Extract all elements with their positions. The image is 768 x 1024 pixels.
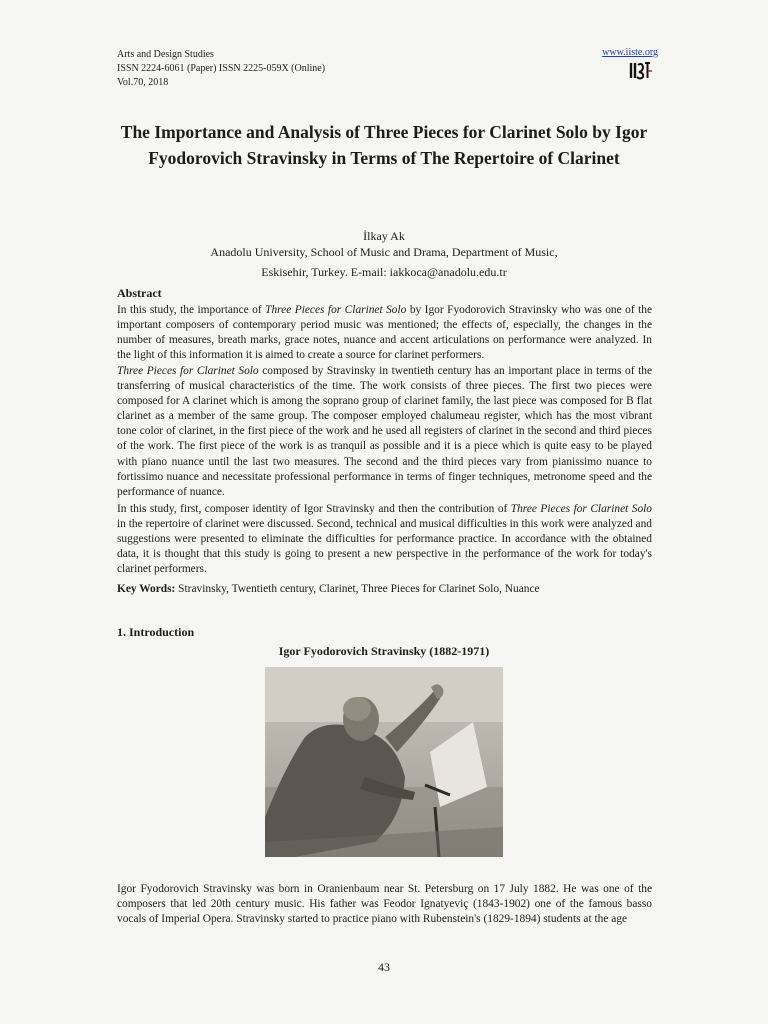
p2-text-b: composed by Stravinsky in twentieth century has an important place in terms of the transferring of musical characteristics of the time. The work consists of three pieces. The first two pieces were composed for A clarinet which is among the soprano group of clarinet family, the last piece was composed for B flat clarinet as a member of the same group. The composer employed chalumeau register, which has the most vibrant tone color of clarinet, in the first piece of the work and he used all registers of clarinet in the second and third pieces of the work. The first piece of the work is as tranquil as possible and it is a piece which is quite easy to be played with piano nuance until the last two measures. The second and the third pieces vary from pianissimo nuance to fortissimo nuance and necessitate professional performance in terms of finger techniques, metronome speed and the performance of nuance.: [117, 365, 652, 498]
keywords-list: Stravinsky, Twentieth century, Clarinet, Three Pieces for Clarinet Solo, Nuance: [175, 583, 540, 595]
journal-issn: ISSN 2224-6061 (Paper) ISSN 2225-059X (Online): [117, 63, 326, 74]
page-number: 43: [378, 960, 390, 974]
website-link[interactable]: www.iiste.org: [602, 47, 658, 58]
p3-work-title: Three Pieces for Clarinet Solo: [510, 503, 653, 515]
abstract-paragraph-1: [117, 303, 652, 363]
iiste-logo-icon: [628, 61, 652, 81]
paper-title: The Importance and Analysis of Three Pieces for Clarinet Solo by Igor Fyodorovich Stravinsky in Terms of The Repertoire of Clarinet: [120, 122, 648, 168]
publisher-branding: [598, 47, 658, 81]
journal-header: [117, 48, 325, 90]
introduction-heading: 1. Introduction: [117, 625, 195, 639]
introduction-paragraph: Igor Fyodorovich Stravinsky was born in Oranienbaum near St. Petersburg on 17 July 1882. He was one of the composers that led 20th century music. His father was Feodor Ignatyeviç (1843-1902) one of the famous basso vocals of Imperial Opera. Stravinsky started to practice piano with Rubenstein's (1829-1894) students at the age: [117, 883, 652, 926]
keywords: [117, 583, 657, 595]
abstract-paragraph-2: [117, 364, 652, 500]
p3-text-a: In this study, first, composer identity of Igor Stravinsky and then the contribution of: [117, 503, 511, 515]
abstract-paragraph-3: [117, 502, 652, 577]
abstract-heading: Abstract: [117, 286, 162, 300]
figure-caption: Igor Fyodorovich Stravinsky (1882-1971): [278, 644, 490, 658]
p3-text-c: in the repertoire of clarinet were discussed. Second, technical and musical difficulties in this work were analyzed and suggestions were presented to eliminate the difficulties for performance practice. In accordance with the obtained data, it is thought that this study is going to present a new perspective in the performance of the work for today's clarinet performers.: [117, 518, 652, 576]
p2-work-title: Three Pieces for Clarinet Solo: [117, 365, 259, 377]
p1-work-title: Three Pieces for Clarinet Solo: [265, 304, 407, 316]
p1-text-a: In this study, the importance of: [117, 304, 266, 316]
author-contact: Eskisehir, Turkey. E-mail: iakkoca@anadolu.edu.tr: [261, 265, 507, 279]
p1-text-c: by Igor Fyodorovich Stravinsky who was one of the important composers of contemporary period music was mentioned; the effects of, especially, the changes in the number of measures, breath marks, grace notes, nuance and accent articulations on performance were analyzed. In the light of this information it is aimed to create a source for clarinet performers.: [117, 304, 653, 362]
keywords-label: Key Words:: [117, 583, 176, 595]
author-name: İlkay Ak: [363, 229, 405, 243]
stravinsky-photo: [265, 667, 503, 857]
journal-volume: Vol.70, 2018: [117, 77, 169, 88]
journal-name: Arts and Design Studies: [117, 49, 214, 60]
author-affiliation: Anadolu University, School of Music and Drama, Department of Music,: [210, 245, 558, 259]
